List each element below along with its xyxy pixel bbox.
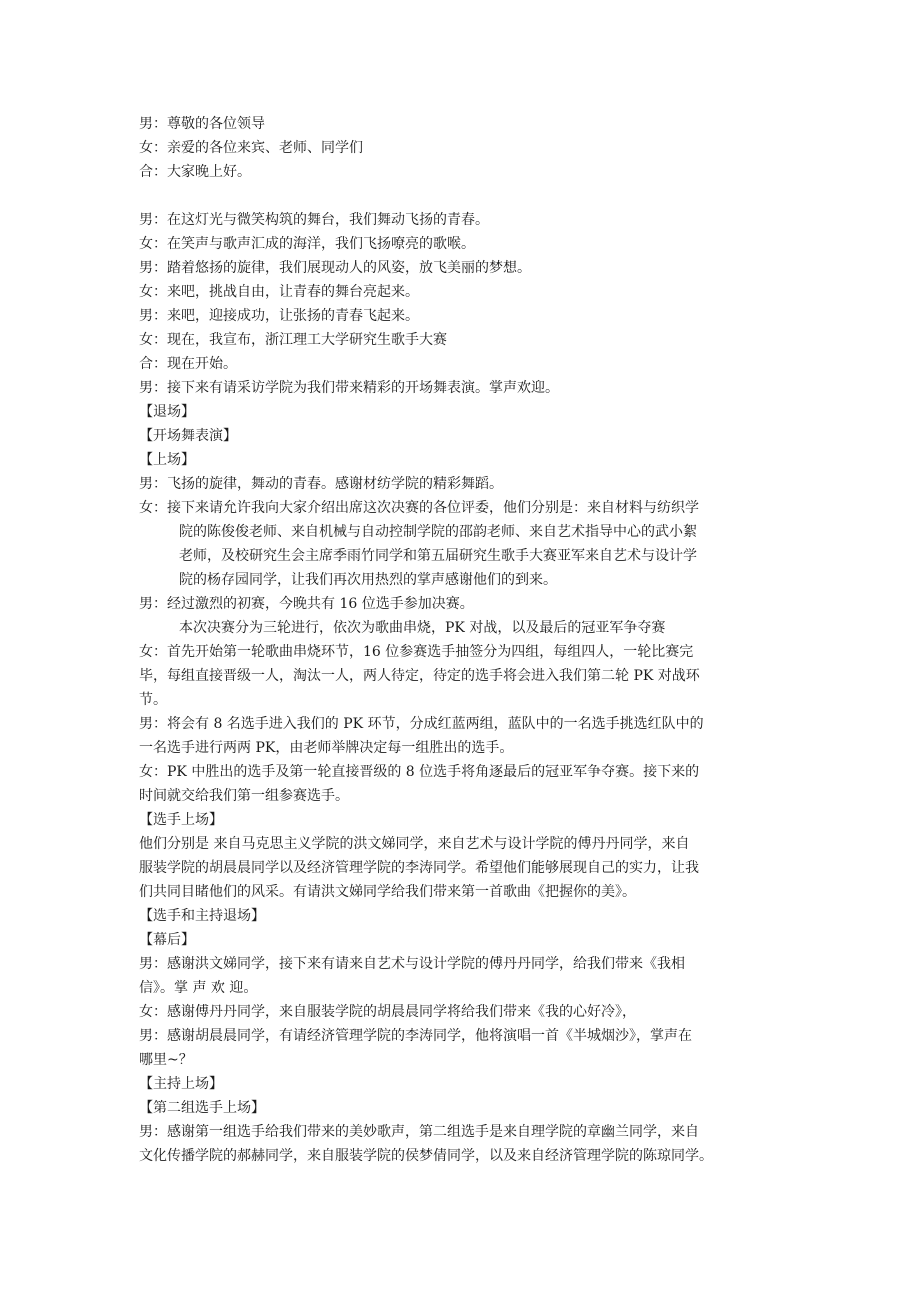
script-line: 哪里~？ bbox=[139, 1052, 193, 1068]
script-line: 毕，每组直接晋级一人，淘汰一人，两人待定，待定的选手将会进入我们第二轮 PK 对战环 bbox=[139, 668, 700, 684]
stage-direction: 【选手和主持退场】 bbox=[139, 908, 265, 924]
script-line: 男：感谢胡晨晨同学，有请经济管理学院的李涛同学，他将演唱一首《半城烟沙》，掌声在 bbox=[139, 1028, 692, 1044]
script-line: 男：尊敬的各位领导 bbox=[139, 116, 265, 132]
script-line: 文化传播学院的郝赫同学，来自服装学院的侯梦倩同学，以及来自经济管理学院的陈琼同学。 bbox=[139, 1148, 713, 1164]
script-line: 合：大家晚上好。 bbox=[139, 164, 251, 180]
script-line: 院的陈俊俊老师、来自机械与自动控制学院的邵韵老师、来自艺术指导中心的武小絮 bbox=[179, 524, 697, 540]
script-line: 本次决赛分为三轮进行，依次为歌曲串烧，PK 对战，以及最后的冠亚军争夺赛 bbox=[179, 620, 666, 636]
script-line: 女：在笑声与歌声汇成的海洋，我们飞扬嘹亮的歌喉。 bbox=[139, 236, 475, 252]
script-line: 男：在这灯光与微笑构筑的舞台，我们舞动飞扬的青春。 bbox=[139, 212, 489, 228]
script-line: 男：经过激烈的初赛，今晚共有 16 位选手参加决赛。 bbox=[139, 596, 474, 612]
stage-direction: 【上场】 bbox=[139, 452, 195, 468]
script-line: 男：飞扬的旋律，舞动的青春。感谢材纺学院的精彩舞蹈。 bbox=[139, 476, 503, 492]
stage-direction: 【主持上场】 bbox=[139, 1076, 223, 1092]
script-line: 一名选手进行两两 PK，由老师举牌决定每一组胜出的选手。 bbox=[139, 740, 514, 756]
script-line: 男：接下来有请采访学院为我们带来精彩的开场舞表演。掌声欢迎。 bbox=[139, 380, 559, 396]
stage-direction: 【选手上场】 bbox=[139, 812, 223, 828]
script-line: 男：踏着悠扬的旋律，我们展现动人的风姿，放飞美丽的梦想。 bbox=[139, 260, 531, 276]
script-line: 男：来吧，迎接成功，让张扬的青春飞起来。 bbox=[139, 308, 419, 324]
script-line: 女：首先开始第一轮歌曲串烧环节，16 位参赛选手抽签分为四组，每组四人，一轮比赛完 bbox=[139, 644, 694, 660]
script-line: 信》。掌 声 欢 迎。 bbox=[139, 980, 258, 996]
script-line: 服装学院的胡晨晨同学以及经济管理学院的李涛同学。希望他们能够展现自己的实力，让我 bbox=[139, 860, 699, 876]
script-line: 女：PK 中胜出的选手及第一轮直接晋级的 8 位选手将角逐最后的冠亚军争夺赛。接下来的 bbox=[139, 764, 700, 780]
script-line: 女：感谢傅丹丹同学，来自服装学院的胡晨晨同学将给我们带来《我的心好冷》， bbox=[139, 1004, 636, 1020]
script-line: 节。 bbox=[139, 692, 167, 708]
script-line: 男：将会有 8 名选手进入我们的 PK 环节，分成红蓝两组，蓝队中的一名选手挑选红队中的 bbox=[139, 716, 704, 732]
stage-direction: 【第二组选手上场】 bbox=[139, 1100, 265, 1116]
script-line: 院的杨存园同学，让我们再次用热烈的掌声感谢他们的到来。 bbox=[179, 572, 557, 588]
script-line: 女：接下来请允许我向大家介绍出席这次决赛的各位评委，他们分别是：来自材料与纺织学 bbox=[139, 500, 699, 516]
script-line: 女：现在，我宣布，浙江理工大学研究生歌手大赛 bbox=[139, 332, 447, 348]
script-line: 老师，及校研究生会主席季雨竹同学和第五届研究生歌手大赛亚军来自艺术与设计学 bbox=[179, 548, 697, 564]
script-line: 合：现在开始。 bbox=[139, 356, 237, 372]
stage-direction: 【幕后】 bbox=[139, 932, 195, 948]
stage-direction: 【退场】 bbox=[139, 404, 195, 420]
script-line: 男：感谢洪文娣同学，接下来有请来自艺术与设计学院的傅丹丹同学，给我们带来《我相 bbox=[139, 956, 685, 972]
script-line: 女：亲爱的各位来宾、老师、同学们 bbox=[139, 140, 363, 156]
stage-direction: 【开场舞表演】 bbox=[139, 428, 237, 444]
script-line: 男：感谢第一组选手给我们带来的美妙歌声，第二组选手是来自理学院的章幽兰同学，来自 bbox=[139, 1124, 699, 1140]
script-line: 时间就交给我们第一组参赛选手。 bbox=[139, 788, 349, 804]
script-line: 他们分别是 来自马克思主义学院的洪文娣同学，来自艺术与设计学院的傅丹丹同学，来自 bbox=[139, 836, 690, 852]
script-line: 们共同目睹他们的风采。有请洪文娣同学给我们带来第一首歌曲《把握你的美》。 bbox=[139, 884, 636, 900]
script-line: 女：来吧，挑战自由，让青春的舞台亮起来。 bbox=[139, 284, 419, 300]
